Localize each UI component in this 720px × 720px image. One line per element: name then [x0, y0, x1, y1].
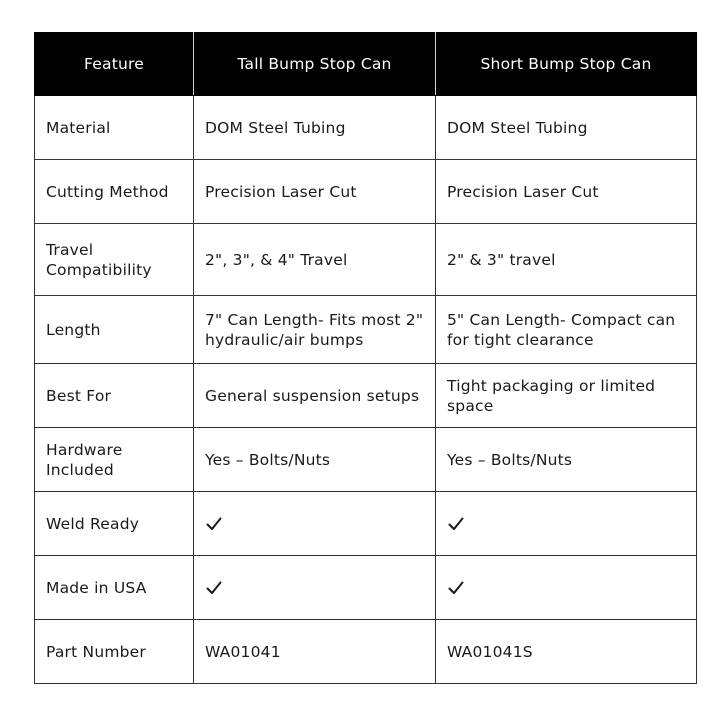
cell-short [436, 492, 697, 556]
check-icon [205, 515, 223, 533]
cell-tall: Precision Laser Cut [194, 160, 436, 224]
comparison-table [34, 32, 697, 684]
table-row [35, 364, 697, 428]
cell-tall: General suspension setups [194, 364, 436, 428]
cell-tall: 7" Can Length- Fits most 2" hydraulic/air bumps [194, 296, 436, 364]
cell-short: Tight packaging or limited space [436, 364, 697, 428]
cell-tall: 2", 3", & 4" Travel [194, 224, 436, 296]
cell-tall [194, 492, 436, 556]
table-row [35, 620, 697, 684]
cell-short: DOM Steel Tubing [436, 96, 697, 160]
table-row [35, 160, 697, 224]
cell-short: WA01041S [436, 620, 697, 684]
row-label: Cutting Method [35, 160, 194, 224]
header-short-bump-stop-can: Short Bump Stop Can [436, 33, 697, 96]
table-row [35, 492, 697, 556]
header-feature: Feature [35, 33, 194, 96]
row-label: Hardware Included [35, 428, 194, 492]
row-label: Material [35, 96, 194, 160]
table-row [35, 224, 697, 296]
cell-tall: Yes – Bolts/Nuts [194, 428, 436, 492]
check-icon [447, 579, 465, 597]
cell-short: Yes – Bolts/Nuts [436, 428, 697, 492]
cell-tall: WA01041 [194, 620, 436, 684]
row-label: Made in USA [35, 556, 194, 620]
cell-short: 5" Can Length- Compact can for tight clearance [436, 296, 697, 364]
cell-tall: DOM Steel Tubing [194, 96, 436, 160]
row-label: Length [35, 296, 194, 364]
row-label: Best For [35, 364, 194, 428]
cell-short [436, 556, 697, 620]
table-row [35, 296, 697, 364]
row-label: Travel Compatibility [35, 224, 194, 296]
check-icon [205, 579, 223, 597]
header-tall-bump-stop-can: Tall Bump Stop Can [194, 33, 436, 96]
table-header-row [35, 33, 697, 96]
check-icon [447, 515, 465, 533]
table-row [35, 428, 697, 492]
cell-short: Precision Laser Cut [436, 160, 697, 224]
cell-tall [194, 556, 436, 620]
table-row [35, 556, 697, 620]
row-label: Part Number [35, 620, 194, 684]
row-label: Weld Ready [35, 492, 194, 556]
table-row [35, 96, 697, 160]
cell-short: 2" & 3" travel [436, 224, 697, 296]
